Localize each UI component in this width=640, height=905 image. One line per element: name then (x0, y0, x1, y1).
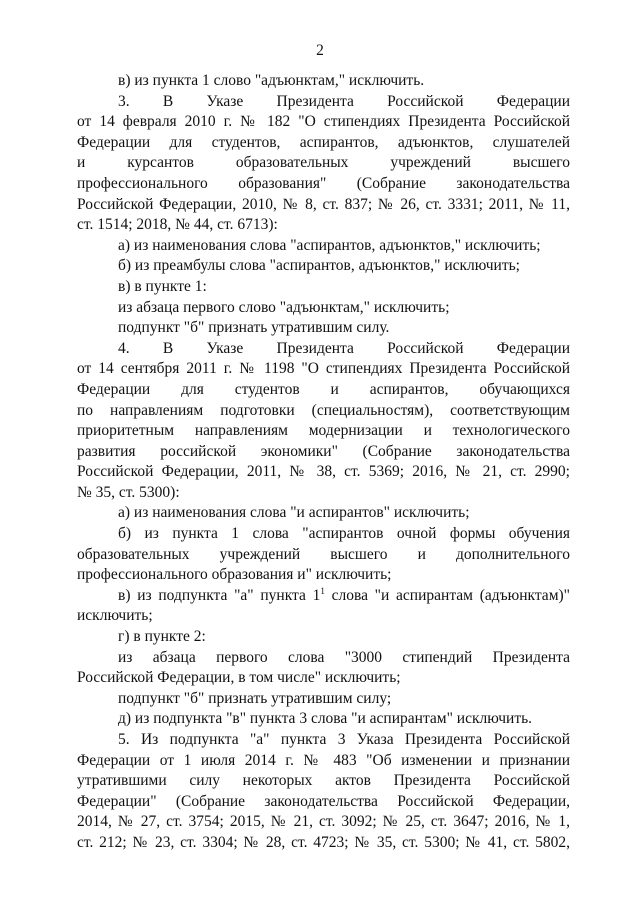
document-body (77, 71, 570, 854)
text-line: д) из подпункта "в" пункта 3 слова "и аспирантам" исключить. (118, 710, 533, 728)
text-line: по направлениям подготовки (специальностям), соответствующим (77, 401, 570, 419)
text-segment: в) из подпункта "а" пункта 1 (118, 586, 321, 604)
text-line: Федерации" (Собрание законодательства Российской Федерации, (77, 792, 570, 810)
text-line: приоритетным направлениям модернизации и технологического (77, 422, 570, 440)
text-line: профессионального образования и" исключить; (77, 566, 392, 584)
text-line: подпункт "б" признать утратившим силу; (118, 689, 392, 707)
text-line: подпункт "б" признать утратившим силу. (118, 319, 390, 337)
text-line: исключить; (77, 607, 153, 625)
text-segment: слова "и аспирантам (адъюнктам)" (324, 586, 570, 604)
text-line: ст. 1514; 2018, № 44, ст. 6713): (77, 216, 278, 234)
text-line: 3. В Указе Президента Российской Федерации (118, 92, 570, 110)
text-line: в) в пункте 1: (118, 277, 207, 295)
text-line: 2014, № 27, ст. 3754; 2015, № 21, ст. 3092; № 25, ст. 3647; 2016, № 1, (77, 813, 570, 831)
text-line: из абзаца первого слова "3000 стипендий Президента (118, 648, 570, 666)
text-line: б) из пункта 1 слова "аспирантов очной формы обучения (118, 525, 570, 543)
text-line: Федерации от 1 июля 2014 г. № 483 "Об изменении и признании (77, 751, 570, 769)
text-line: 4. В Указе Президента Российской Федерации (118, 339, 570, 357)
text-line: Российской Федерации, 2011, № 38, ст. 5369; 2016, № 21, ст. 2990; (77, 463, 570, 481)
superscript: 1 (320, 585, 325, 596)
text-line: 5. Из подпункта "а" пункта 3 Указа Президента Российской (118, 731, 570, 748)
page-number: 2 (316, 42, 324, 59)
text-line: Российской Федерации, 2010, № 8, ст. 837; № 26, ст. 3331; 2011, № 11, (77, 195, 570, 213)
text-line: утратившими силу некоторых актов Президента Российской (77, 772, 570, 790)
text-line: развития российской экономики" (Собрание законодательства (77, 442, 570, 460)
text-line: Российской Федерации, в том числе" исключить; (77, 669, 401, 687)
text-line: № 35, ст. 5300): (77, 483, 180, 501)
text-line: образовательных учреждений высшего и дополнительного (77, 545, 570, 563)
text-line: б) из преамбулы слова "аспирантов, адъюнктов," исключить; (118, 257, 520, 275)
text-line: ст. 212; № 23, ст. 3304; № 28, ст. 4723; № 35, ст. 5300; № 41, ст. 5802, (77, 833, 570, 851)
text-line: в) из пункта 1 слово "адъюнктам," исключить. (118, 72, 425, 89)
text-line: из абзаца первого слово "адъюнктам," исключить; (118, 298, 450, 316)
text-line: Федерации для студентов и аспирантов, обучающихся (77, 380, 570, 398)
text-line: от 14 сентября 2011 г. № 1198 "О стипендиях Президента Российской (77, 360, 570, 378)
text-line: от 14 февраля 2010 г. № 182 "О стипендиях Президента Российской (77, 113, 570, 131)
text-line: г) в пункте 2: (118, 628, 206, 646)
text-line: а) из наименования слова "и аспирантов" исключить; (118, 504, 470, 522)
text-line: а) из наименования слова "аспирантов, адъюнктов," исключить; (118, 236, 541, 254)
text-line (77, 586, 570, 607)
text-line: и курсантов образовательных учреждений высшего (77, 154, 570, 172)
text-line: Федерации для студентов, аспирантов, адъюнктов, слушателей (77, 133, 570, 151)
text-line: профессионального образования" (Собрание законодательства (77, 174, 570, 192)
